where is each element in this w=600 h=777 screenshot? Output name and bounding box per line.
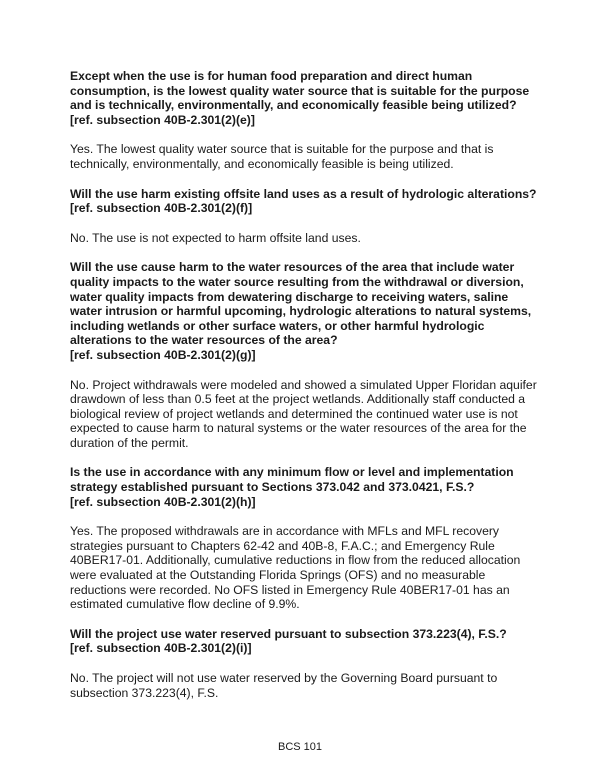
reference: [ref. subsection 40B-2.301(2)(e)] [70,112,255,127]
answer-g: No. Project withdrawals were modeled and showed a simulated Upper Floridan aquifer drawdown of less than 0.5 feet at the project wetlands. Additionally staff conducted a biological review of project wetlands and determined the continued water use is not expected to cause harm to natural systems or the water resources of the area for the duration of the permit. [70,377,537,450]
question-text: Will the use cause harm to the water resources of the area that include water quality impacts to the water source resulting from the withdrawal or diversion, water quality impacts from dewatering discharge to receiving waters, saline water intrusion or harmful upcoming, hydrologic alterations to natural systems, including wetlands or other surface waters, or other harmful hydrologic alterations to the water resources of the area? [70,260,532,348]
question-e [70,69,540,127]
question-g [70,260,540,362]
answer-i: No. The project will not use water reserved by the Governing Board pursuant to subsection 373.223(4), F.S. [70,671,498,700]
question-text: Will the use harm existing offsite land uses as a result of hydrologic alterations? [70,186,537,201]
reference: [ref. subsection 40B-2.301(2)(h)] [70,494,256,509]
answer-h: Yes. The proposed withdrawals are in accordance with MFLs and MFL recovery strategies pursuant to Chapters 62-42 and 40B-8, F.A.C.; and Emergency Rule 40BER17-01. Additionally, cumulative reductions in flow from the reduced allocation were evaluated at the Outstanding Florida Springs (OFS) and no measurable reductions were recorded. No OFS listed in Emergency Rule 40BER17-01 has an estimated cumulative flow decline of 9.9%. [70,524,521,612]
question-text: Is the use in accordance with any minimum flow or level and implementation strategy established pursuant to Sections 373.042 and 373.0421, F.S.? [70,465,514,495]
question-h [70,465,540,509]
answer-f: No. The use is not expected to harm offsite land uses. [70,230,361,245]
reference: [ref. subsection 40B-2.301(2)(f)] [70,201,253,216]
reference: [ref. subsection 40B-2.301(2)(g)] [70,347,256,362]
question-text: Except when the use is for human food preparation and direct human consumption, is the lowest quality water source that is suitable for the purpose and is technically, environmentally, and economically feasible being utilized? [70,69,530,113]
question-text: Will the project use water reserved pursuant to subsection 373.223(4), F.S.? [70,626,507,641]
answer-e: Yes. The lowest quality water source that is suitable for the purpose and that is technically, environmentally, and economically feasible is being utilized. [70,142,494,171]
document-body [70,69,540,700]
reference: [ref. subsection 40B-2.301(2)(i)] [70,641,252,656]
question-i [70,627,540,656]
question-f [70,187,540,216]
page-footer: BCS 101 [277,741,323,753]
